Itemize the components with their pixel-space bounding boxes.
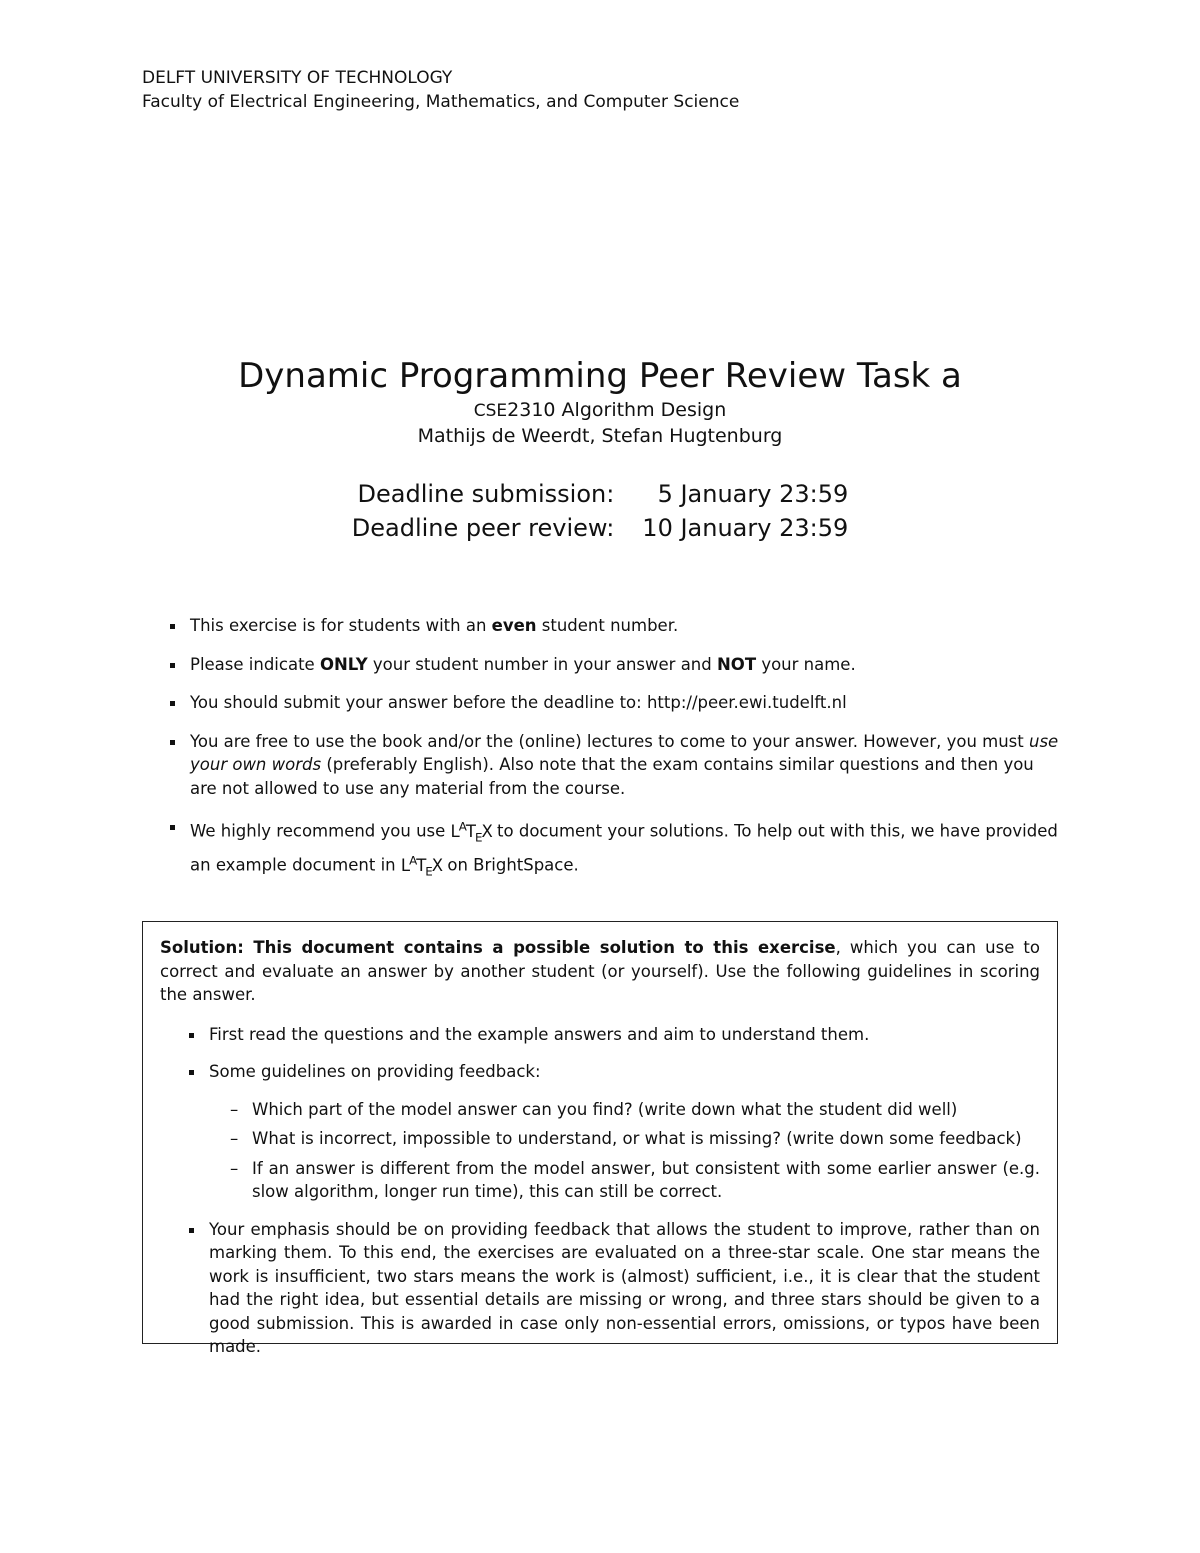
- text: on BrightSpace.: [442, 855, 579, 875]
- text: to document your solutions. To help out with this, we have provided an example document in: [190, 821, 1058, 875]
- guidelines-list: [160, 1023, 1040, 1359]
- deadlines-table: [346, 477, 855, 545]
- submission-url[interactable]: http://peer.ewi.tudelft.nl: [646, 693, 847, 712]
- instructions-list: [190, 614, 1060, 899]
- text: Some guidelines on providing feedback:: [209, 1062, 541, 1081]
- text: This exercise is for students with an: [190, 616, 492, 635]
- solution-intro: [160, 936, 1040, 1007]
- latex-letter: L: [450, 821, 459, 841]
- document-title: Dynamic Programming Peer Review Task a: [238, 356, 962, 396]
- guideline-item: Your emphasis should be on providing feedback that allows the student to improve, rather than on marking them. To this end, the exercises are evaluated on a three-star scale. One star means the work is insufficient, two stars means the work is (almost) sufficient, i.e., it is clear that the student had the right idea, but essential details are missing or wrong, and three stars should be given to a good submission. This is awarded in case only non-essential errors, omissions, or typos have been made.: [209, 1218, 1040, 1359]
- text: (preferably English). Also note that the exam contains similar questions and then you are not allowed to use any material from the course.: [190, 755, 1034, 798]
- header: [142, 66, 739, 114]
- latex-letter: A: [458, 819, 466, 833]
- emphasis-even: even: [491, 616, 537, 635]
- course-code: CSE: [473, 401, 508, 421]
- course-name: Algorithm Design: [561, 399, 727, 421]
- latex-letter: E: [425, 864, 432, 879]
- latex-letter: X: [431, 855, 443, 875]
- instruction-item: [190, 730, 1060, 801]
- deadline-label: Deadline peer review:: [351, 514, 615, 542]
- guideline-item: First read the questions and the example answers and aim to understand them.: [209, 1023, 1040, 1047]
- instruction-item: [190, 614, 1060, 638]
- latex-letter: E: [474, 829, 482, 844]
- text: We highly recommend you use: [190, 821, 451, 841]
- emphasis-not: NOT: [716, 654, 757, 674]
- solution-box: [142, 921, 1058, 1356]
- latex-letter: T: [416, 855, 426, 875]
- university-name: DELFT UNIVERSITY OF TECHNOLOGY: [142, 68, 453, 88]
- text: your name.: [756, 654, 856, 674]
- faculty-name: Faculty of Electrical Engineering, Mathematics, and Computer Science: [142, 92, 740, 112]
- latex-logo: [400, 853, 443, 879]
- latex-letter: L: [400, 855, 410, 875]
- course-line: [0, 398, 1200, 424]
- deadline-row: [346, 477, 855, 511]
- text: student number.: [536, 616, 679, 635]
- title-block: [0, 354, 1200, 545]
- guideline-item: [209, 1060, 1040, 1204]
- deadline-row: [346, 511, 855, 545]
- latex-letter: T: [465, 821, 475, 841]
- feedback-item: – If an answer is different from the model answer, but consistent with some earlier answer (e.g. slow algorithm, longer run time), this can still be correct.: [252, 1157, 1040, 1204]
- latex-logo: [450, 819, 492, 844]
- deadline-value: 5 January 23:59: [657, 480, 849, 508]
- text: Please indicate: [190, 654, 320, 674]
- authors: Mathijs de Weerdt, Stefan Hugtenburg: [417, 425, 783, 447]
- deadline-value: 10 January 23:59: [642, 514, 849, 542]
- latex-letter: X: [481, 821, 492, 841]
- latex-letter: A: [409, 853, 417, 868]
- text: You are free to use the book and/or the (online) lectures to come to your answer. However, you must: [190, 731, 1029, 751]
- deadline-label: Deadline submission:: [357, 480, 615, 508]
- instruction-item: [190, 691, 1060, 715]
- instruction-item: [190, 653, 1060, 677]
- feedback-item: – Which part of the model answer can you find? (write down what the student did well): [252, 1098, 1040, 1122]
- course-number: 2310: [507, 399, 556, 421]
- solution-heading: Solution: This document contains a possible solution to this exercise: [160, 938, 836, 957]
- text: You should submit your answer before the deadline to:: [190, 693, 647, 712]
- feedback-list: [209, 1098, 1040, 1204]
- emphasis-own-words: use your own words: [190, 731, 1059, 774]
- text: , which you can use to correct and evaluate an answer by another student (or yourself). Use the following guidelines in scoring the answer.: [160, 938, 1040, 1004]
- text: your student number in your answer and: [367, 654, 717, 674]
- instruction-item: [190, 815, 1060, 884]
- feedback-item: – What is incorrect, impossible to understand, or what is missing? (write down some feedback): [252, 1127, 1040, 1151]
- emphasis-only: ONLY: [319, 654, 368, 674]
